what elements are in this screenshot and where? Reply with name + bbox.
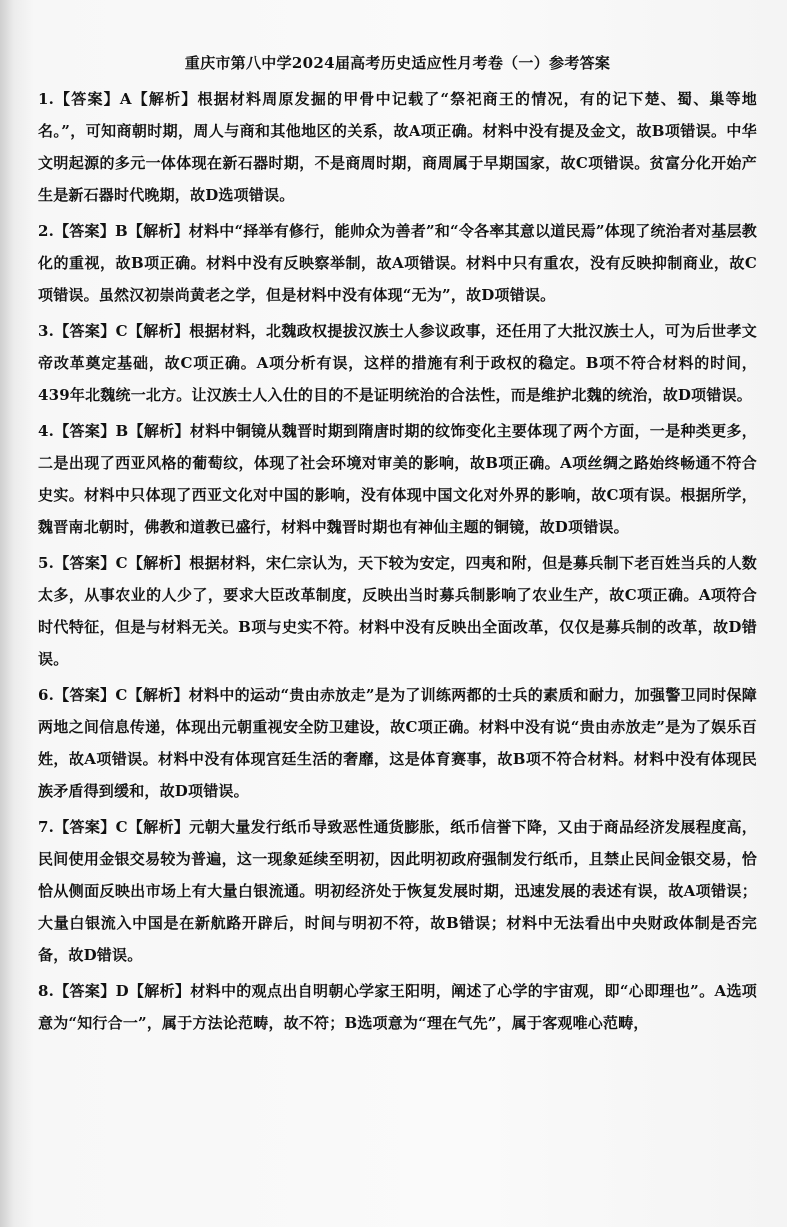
answer-text: 材料中“择举有修行，能帅众为善者”和“令各率其意以道民焉”体现了统治者对基层教化的重视，故B项正确。材料中没有反映察举制，故A项错误。材料中只有重农，没有反映抑制商业，故C项错误。虽然汉初崇尚黄老之学，但是材料中没有体现“无为”，故D项错误。 [38, 222, 757, 304]
answer-text: 材料中的运动“贵由赤放走”是为了训练两都的士兵的素质和耐力，加强警卫同时保障两地之间信息传递，体现出元朝重视安全防卫建设，故C项正确。材料中没有说“贵由赤放走”是为了娱乐百姓，故A项错误。材料中没有体现宫廷生活的奢靡，这是体育赛事，故B项不符合材料。材料中没有体现民族矛盾得到缓和，故D项错误。 [38, 686, 757, 800]
answer-number: 5. [38, 554, 55, 572]
answer-head: 【答案】D【解析】 [54, 982, 191, 1000]
answer-number: 2. [38, 222, 55, 240]
answer-item-8 [38, 975, 757, 1039]
answer-text: 根据材料周原发掘的甲骨中记载了“祭祀商王的情况，有的记下楚、蜀、巢等地名。”，可知商朝时期，周人与商和其他地区的关系，故A项正确。材料中没有提及金文，故B项错误。中华文明起源的多元一体体现在新石器时期，不是商周时期，商周属于早期国家，故C项错误。贫富分化开始产生是新石器时代晚期，故D选项错误。 [38, 90, 757, 204]
answer-head: 【答案】C【解析】 [54, 554, 190, 572]
answer-text: 元朝大量发行纸币导致恶性通货膨胀，纸币信誉下降，又由于商品经济发展程度高，民间使用金银交易较为普遍，这一现象延续至明初，因此明初政府强制发行纸币，且禁止民间金银交易，恰恰从侧面反映出市场上有大量白银流通。明初经济处于恢复发展时期，迅速发展的表述有误，故A项错误；大量白银流入中国是在新航路开辟后，时间与明初不符，故B错误；材料中无法看出中央财政体制是否完备，故D错误。 [38, 818, 757, 964]
answer-item-1 [38, 83, 757, 211]
answer-number: 3. [38, 322, 55, 340]
answer-number: 7. [38, 818, 55, 836]
answer-head: 【答案】B【解析】 [54, 422, 190, 440]
answer-text: 根据材料，北魏政权提拔汉族士人参议政事，还任用了大批汉族士人，可为后世孝文帝改革奠定基础，故C项正确。A项分析有误，这样的措施有利于政权的稳定。B项不符合材料的时间，439年北魏统一北方。让汉族士人入仕的目的不是证明统治的合法性，而是维护北魏的统治，故D项错误。 [38, 322, 757, 404]
answer-head: 【答案】B【解析】 [54, 222, 189, 240]
answer-item-2 [38, 215, 757, 311]
answer-text: 根据材料，宋仁宗认为，天下较为安定，四夷和附，但是募兵制下老百姓当兵的人数太多，从事农业的人少了，要求大臣改革制度，反映出当时募兵制影响了农业生产，故C项正确。A项符合时代特征，但是与材料无关。B项与史实不符。材料中没有反映出全面改革，仅仅是募兵制的改革，故D错误。 [38, 554, 757, 668]
answer-number: 1. [38, 90, 55, 108]
answer-head: 【答案】A【解析】 [54, 90, 198, 108]
answer-item-7 [38, 811, 757, 971]
answer-text: 材料中铜镜从魏晋时期到隋唐时期的纹饰变化主要体现了两个方面，一是种类更多，二是出现了西亚风格的葡萄纹，体现了社会环境对审美的影响，故B项正确。A项丝绸之路始终畅通不符合史实。材料中只体现了西亚文化对中国的影响，没有体现中国文化对外界的影响，故C项有误。根据所学，魏晋南北朝时，佛教和道教已盛行，材料中魏晋时期也有神仙主题的铜镜，故D项错误。 [38, 422, 757, 536]
answer-number: 6. [38, 686, 55, 704]
answer-number: 4. [38, 422, 55, 440]
answer-item-3 [38, 315, 757, 411]
answer-item-4 [38, 415, 757, 543]
answer-head: 【答案】C【解析】 [54, 322, 190, 340]
answer-head: 【答案】C【解析】 [54, 818, 190, 836]
answer-item-6 [38, 679, 757, 807]
answer-item-5 [38, 547, 757, 675]
answer-number: 8. [38, 982, 55, 1000]
answer-head: 【答案】C【解析】 [54, 686, 189, 704]
answer-list [38, 83, 757, 1039]
page-title: 重庆市第八中学2024届高考历史适应性月考卷（一）参考答案 [184, 54, 611, 72]
answer-text: 材料中的观点出自明朝心学家王阳明，阐述了心学的宇宙观，即“心即理也”。A选项意为“知行合一”，属于方法论范畴，故不符；B选项意为“理在气先”，属于客观唯心范畴， [38, 982, 757, 1032]
